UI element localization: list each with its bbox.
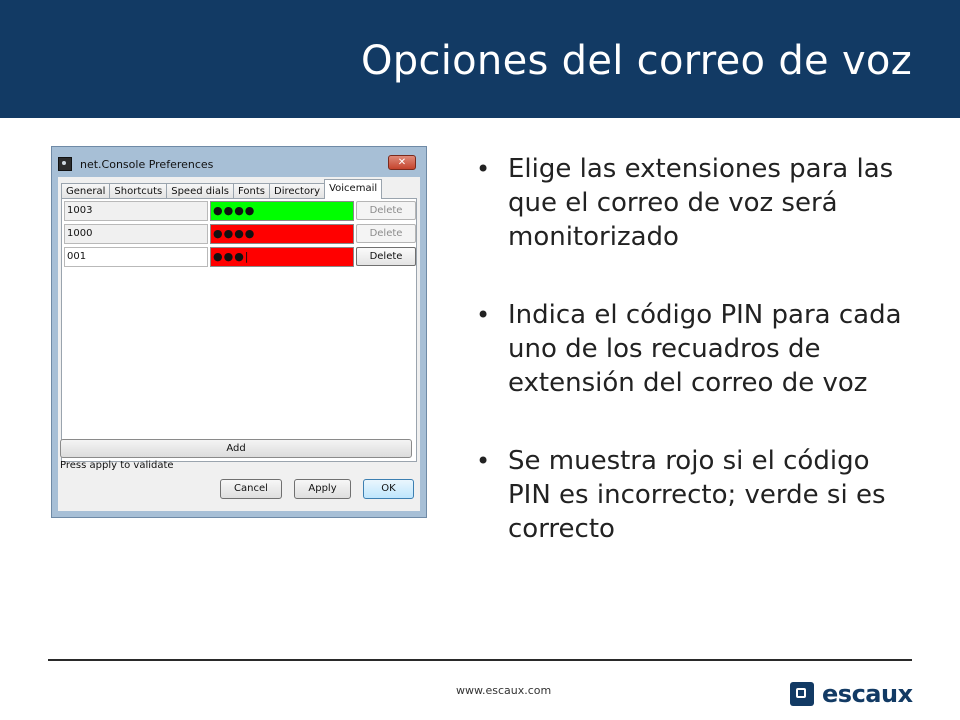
slide-header [0, 0, 960, 118]
extension-field[interactable]: 1003 [64, 201, 208, 221]
bullet-dot: • [476, 155, 491, 183]
pin-field[interactable]: ●●●● [210, 224, 354, 244]
slide-title: Opciones del correo de voz [360, 38, 912, 84]
voicemail-panel [61, 198, 417, 462]
preferences-dialog [51, 146, 427, 518]
tab-speed-dials[interactable]: Speed dials [166, 183, 234, 199]
footer-divider [48, 659, 912, 661]
tab-fonts[interactable]: Fonts [233, 183, 270, 199]
logo-mark-icon [790, 682, 814, 706]
tab-strip [61, 179, 381, 199]
tab-general[interactable]: General [61, 183, 110, 199]
extension-field[interactable]: 1000 [64, 224, 208, 244]
bullet-list [472, 152, 912, 590]
app-icon [58, 157, 72, 171]
footer-url[interactable]: www.escaux.com [456, 684, 552, 697]
bullet-dot: • [476, 447, 491, 475]
ok-button[interactable]: OK [363, 479, 414, 499]
voicemail-row [64, 224, 416, 244]
add-button[interactable]: Add [60, 439, 412, 458]
extension-field[interactable]: 001 [64, 247, 208, 267]
voicemail-row [64, 201, 416, 221]
escaux-logo [790, 680, 913, 708]
bullet-dot: • [476, 301, 491, 329]
tab-voicemail[interactable]: Voicemail [324, 179, 382, 199]
dialog-client-area [58, 177, 420, 511]
pin-field[interactable]: ●●●| [210, 247, 354, 267]
bullet-item [472, 444, 912, 546]
pin-field[interactable]: ●●●● [210, 201, 354, 221]
close-button[interactable]: ✕ [388, 155, 416, 170]
logo-text: escaux [822, 680, 913, 708]
dialog-titlebar [58, 155, 213, 173]
bullet-item [472, 298, 912, 400]
apply-button[interactable]: Apply [294, 479, 351, 499]
status-text: Press apply to validate [60, 460, 174, 471]
bullet-text: Se muestra rojo si el código PIN es incorrecto; verde si es correcto [508, 446, 886, 544]
dialog-title: net.Console Preferences [80, 157, 214, 171]
cancel-button[interactable]: Cancel [220, 479, 282, 499]
bullet-text: Indica el código PIN para cada uno de los recuadros de extensión del correo de voz [508, 300, 902, 398]
tab-directory[interactable]: Directory [269, 183, 325, 199]
tab-shortcuts[interactable]: Shortcuts [109, 183, 167, 199]
voicemail-row [64, 247, 416, 267]
bullet-text: Elige las extensiones para las que el correo de voz será monitorizado [508, 154, 894, 252]
bullet-item [472, 152, 912, 254]
delete-button[interactable]: Delete [356, 247, 416, 266]
delete-button[interactable]: Delete [356, 224, 416, 243]
delete-button[interactable]: Delete [356, 201, 416, 220]
